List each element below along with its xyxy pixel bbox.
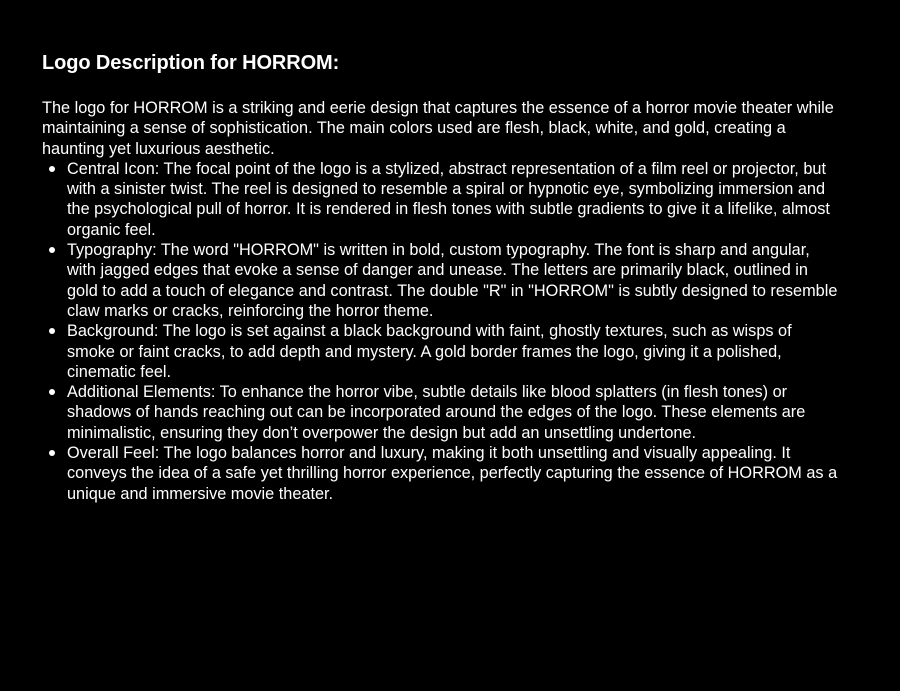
intro-paragraph: The logo for HORROM is a striking and eerie design that captures the essence of a horror movie theater while maintaining a sense of sophistication. The main colors used are flesh, black, white, and gold, creating a haunting yet luxurious aesthetic. xyxy=(42,99,834,158)
bullet-icon xyxy=(49,328,55,334)
list-item-additional-elements xyxy=(42,382,842,443)
list-item-background xyxy=(42,321,842,382)
list-item-central-icon xyxy=(42,159,842,240)
list-item-typography xyxy=(42,240,842,321)
bullet-icon xyxy=(49,450,55,456)
bullet-icon xyxy=(49,247,55,253)
list-item-text: Central Icon: The focal point of the logo is a stylized, abstract representation of a film reel or projector, but with a sinister twist. The reel is designed to resemble a spiral or hypnotic eye, symbolizing immersion and the psychological pull of horror. It is rendered in flesh tones with subtle gradients to give it a lifelike, almost organic feel. xyxy=(67,159,830,239)
document-heading: Logo Description for HORROM: xyxy=(42,52,340,74)
list-item-text: Background: The logo is set against a black background with faint, ghostly textures, such as wisps of smoke or faint cracks, to add depth and mystery. A gold border frames the logo, giving it a polished, cinematic feel. xyxy=(67,322,792,381)
list-item-text: Typography: The word "HORROM" is written in bold, custom typography. The font is sharp and angular, with jagged edges that evoke a sense of danger and unease. The letters are primarily black, outlined in gold to add a touch of elegance and contrast. The double "R" in "HORROM" is subtly designed to resemble claw marks or cracks, reinforcing the horror theme. xyxy=(67,241,838,320)
description-list xyxy=(42,159,842,504)
bullet-icon xyxy=(49,166,55,172)
list-item-text: Additional Elements: To enhance the horror vibe, subtle details like blood splatters (in flesh tones) or shadows of hands reaching out can be incorporated around the edges of the logo. These elements are minimalistic, ensuring they don’t overpower the design but add an unsettling undertone. xyxy=(67,383,806,442)
list-item-text: Overall Feel: The logo balances horror and luxury, making it both unsettling and visually appealing. It conveys the idea of a safe yet thrilling horror experience, perfectly capturing the essence of HORROM as a unique and immersive movie theater. xyxy=(67,444,838,503)
bullet-icon xyxy=(49,389,55,395)
document-content xyxy=(42,48,842,504)
list-item-overall-feel xyxy=(42,443,842,504)
